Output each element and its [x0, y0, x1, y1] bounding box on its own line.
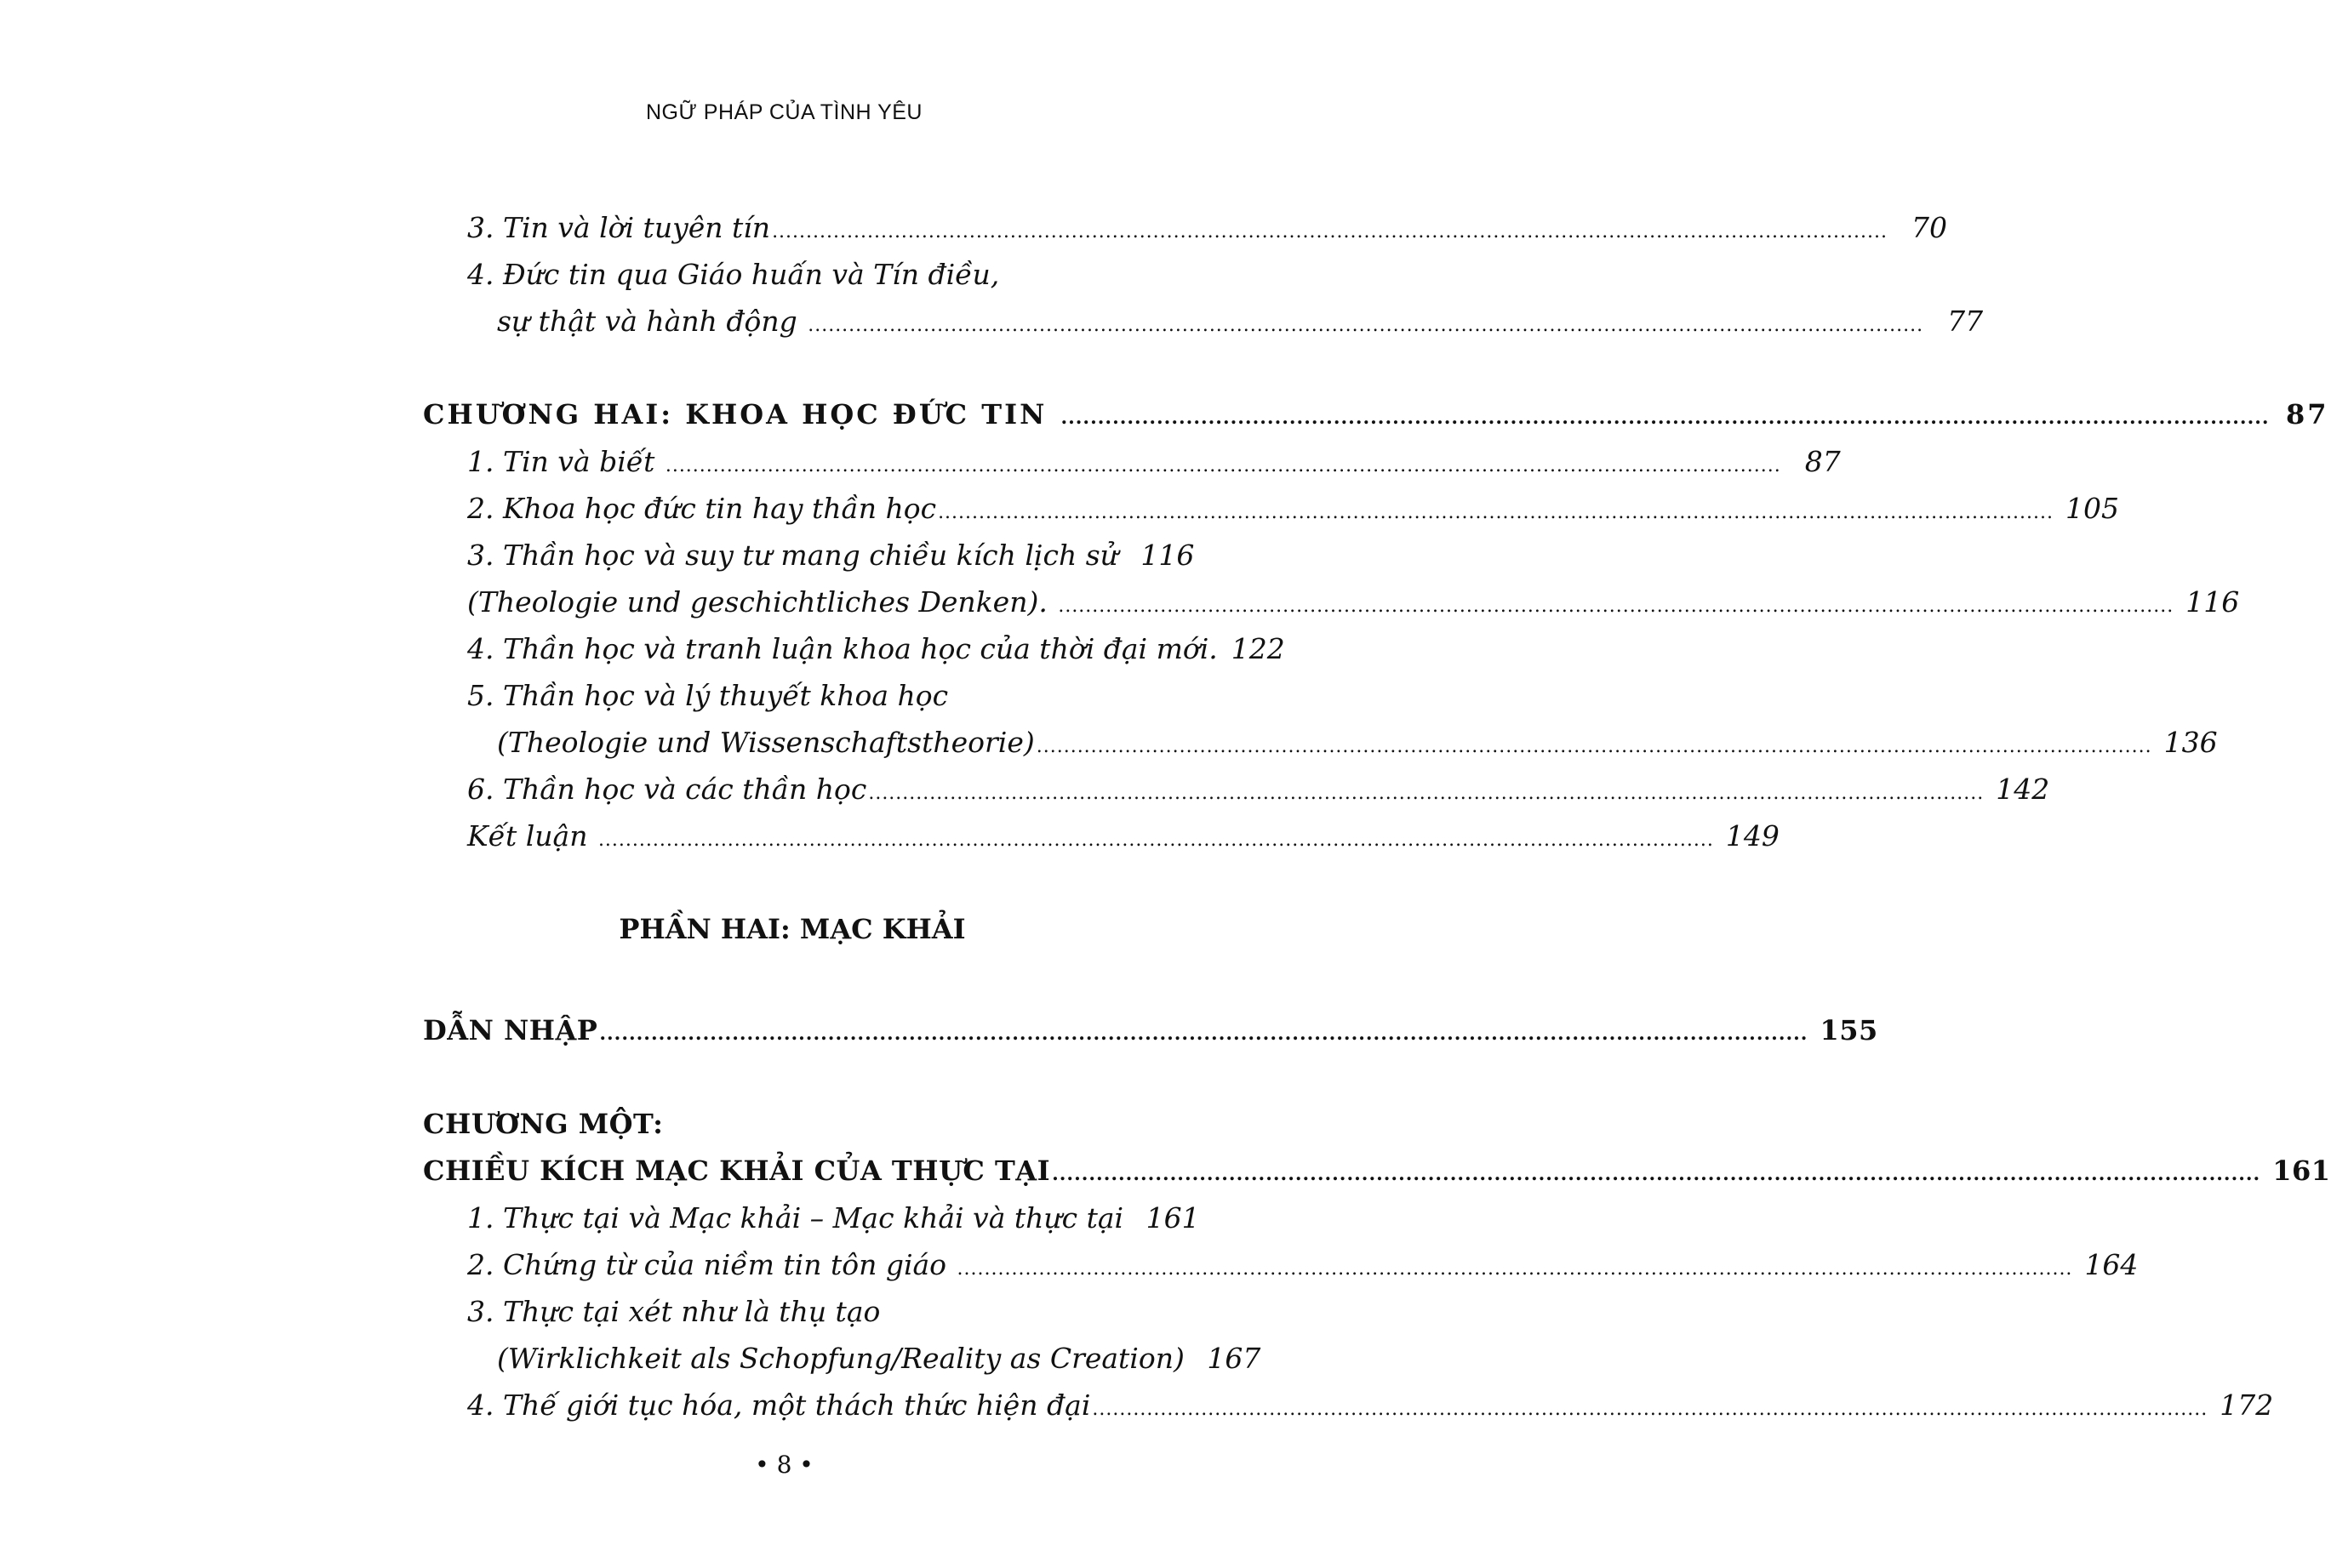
leader-dots: ....................................................................................................................................................................	[957, 1258, 2073, 1280]
toc-entry-label: 1. Thực tại và Mạc khải – Mạc khải và thực tại	[467, 1201, 1133, 1234]
toc-entry-continuation	[423, 1335, 1261, 1382]
toc-entry-label: sự thật và hành động	[497, 305, 807, 338]
leader-dots: ....................................................................................................................................................................	[1092, 1399, 2208, 1420]
leader-dots: ....................................................................................................................................................................	[1060, 407, 2270, 429]
toc-entry-label: (Theologie und Wissenschaftstheorie)	[497, 726, 1035, 759]
toc-entry	[423, 251, 1172, 298]
toc-page-number: 142	[1996, 773, 2050, 806]
toc-entry-label: 4. Thế giới tục hóa, một thách thức hiện đại	[467, 1388, 1091, 1422]
toc-entry-label: 2. Chứng từ của niềm tin tôn giáo	[467, 1248, 956, 1281]
leader-dots: ....................................................................................................................................................................	[665, 455, 1781, 476]
toc-entry-label: 6. Thần học và các thần học	[467, 773, 867, 806]
toc-chapter-one-heading	[423, 1101, 1172, 1148]
toc-page-number: 116	[1140, 539, 1195, 572]
toc-page-number: 122	[1231, 632, 1285, 665]
toc-entry	[423, 485, 2119, 532]
toc-page-number: 149	[1725, 819, 1780, 852]
toc-entry	[423, 1241, 2139, 1288]
toc-entry-label: (Wirklichkeit als Schopfung/Reality as Creation)	[497, 1342, 1194, 1375]
toc-entry	[423, 813, 1780, 859]
toc-entry-continuation	[423, 298, 1984, 345]
toc-entry-label: 1. Tin và biết	[467, 445, 664, 478]
chapter-title: CHƯƠNG MỘT:	[423, 1108, 664, 1140]
leader-dots: ....................................................................................................................................................................	[868, 783, 1985, 804]
toc-page-number: 161	[1146, 1201, 1200, 1234]
page-number: • 8 •	[755, 1451, 814, 1479]
leader-dots: ....................................................................................................................................................................	[1036, 736, 2152, 757]
toc-entry-label: Kết luận	[467, 819, 597, 852]
toc-entry	[423, 532, 1195, 579]
toc-entry-label: 3. Tin và lời tuyên tín	[467, 211, 771, 244]
toc-entry	[423, 579, 2240, 625]
leader-dots: ....................................................................................................................................................................	[597, 830, 1714, 851]
toc-entry	[423, 1288, 1172, 1335]
toc-page-number: 164	[2084, 1248, 2139, 1281]
toc-page-number: 70	[1911, 211, 1947, 244]
toc-entry	[423, 672, 1172, 719]
chapter-title: CHƯƠNG HAI: KHOA HỌC ĐỨC TIN	[423, 398, 1060, 430]
toc-page-number: 87	[1804, 445, 1841, 478]
toc-page-number: 116	[2185, 585, 2240, 619]
leader-dots: ....................................................................................................................................................................	[599, 1023, 1808, 1045]
leader-dots: ....................................................................................................................................................................	[1058, 596, 2174, 617]
toc-page-number: 172	[2220, 1388, 2274, 1422]
toc-page-number: 77	[1947, 305, 1984, 338]
toc-entry	[423, 766, 2050, 813]
toc-page-number: 161	[2272, 1155, 2331, 1187]
part-heading: PHẦN HAI: MẠC KHẢI	[619, 913, 966, 945]
running-head: NGỮ PHÁP CỦA TÌNH YÊU	[646, 100, 923, 124]
toc-entry-label: 2. Khoa học đức tin hay thần học	[467, 492, 937, 525]
toc-page-number: 155	[1820, 1014, 1878, 1046]
table-of-contents	[423, 204, 2331, 1428]
toc-chapter-one	[423, 1148, 2331, 1195]
toc-chapter-two	[423, 391, 2329, 438]
toc-page-number: 136	[2163, 726, 2218, 759]
toc-entry-label: 4. Thần học và tranh luận khoa học của thời đại mới.	[467, 632, 1218, 665]
toc-introduction	[423, 1007, 1878, 1054]
toc-entry-label: 3. Thần học và suy tư mang chiều kích lịch sử	[467, 539, 1128, 572]
toc-entry	[423, 438, 1841, 485]
leader-dots: ....................................................................................................................................................................	[1052, 1163, 2261, 1185]
chapter-title: CHIỀU KÍCH MẠC KHẢI CỦA THỰC TẠI	[423, 1155, 1051, 1187]
toc-entry	[423, 625, 1285, 672]
leader-dots: ....................................................................................................................................................................	[938, 502, 2054, 523]
toc-entry-label: 5. Thần học và lý thuyết khoa học	[467, 679, 949, 712]
chapter-title: DẪN NHẬP	[423, 1014, 598, 1046]
toc-page-number: 87	[2286, 398, 2329, 430]
toc-entry	[423, 1195, 1200, 1241]
toc-page-number: 105	[2065, 492, 2119, 525]
toc-entry-continuation	[423, 719, 2218, 766]
leader-dots: ....................................................................................................................................................................	[808, 315, 1924, 336]
toc-entry-label: 3. Thực tại xét như là thụ tạo	[467, 1295, 881, 1328]
leader-dots: ....................................................................................................................................................................	[772, 221, 1888, 242]
toc-page-number: 167	[1207, 1342, 1261, 1375]
toc-entry-label: 4. Đức tin qua Giáo huấn và Tín điều,	[467, 258, 1000, 291]
toc-entry-label: (Theologie und geschichtliches Denken).	[467, 585, 1057, 619]
toc-entry	[423, 1382, 2274, 1428]
toc-entry	[423, 204, 1947, 251]
